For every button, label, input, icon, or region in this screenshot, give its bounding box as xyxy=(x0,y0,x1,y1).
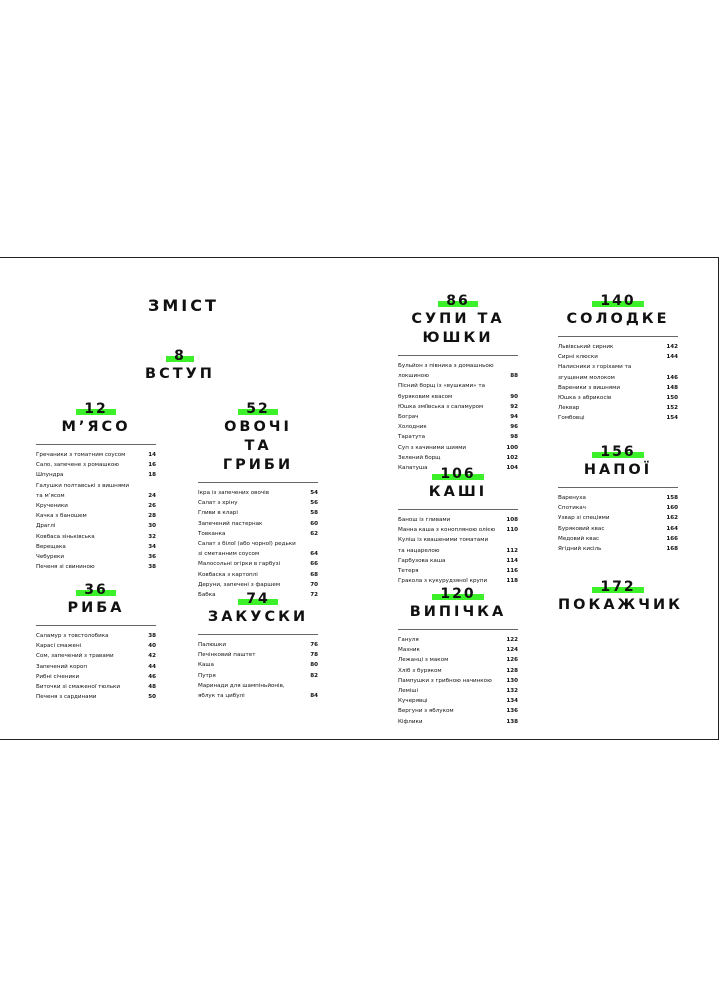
toc-entry-page: 126 xyxy=(506,657,518,664)
toc-entry-page: 28 xyxy=(148,513,156,520)
section-header xyxy=(198,398,318,475)
toc-entry-page: 90 xyxy=(510,393,518,400)
toc-entry[interactable] xyxy=(398,412,518,422)
toc-entry[interactable] xyxy=(398,655,518,665)
toc-entry-name: Медовий квас xyxy=(558,535,600,542)
section-page-number xyxy=(592,445,643,459)
toc-entry-page: 54 xyxy=(310,490,318,496)
section-page-number-text: 52 xyxy=(246,401,270,417)
toc-entry-name: Холодник xyxy=(398,424,427,431)
toc-entry[interactable] xyxy=(198,539,318,549)
toc-entry[interactable] xyxy=(398,645,518,655)
toc-entry[interactable] xyxy=(398,525,518,535)
toc-entry-name: згущеним молоком xyxy=(558,374,615,381)
toc-entry-page: 38 xyxy=(148,633,156,639)
toc-entry-page: 142 xyxy=(666,344,678,350)
toc-entry-name: Узвар зі спеціями xyxy=(558,515,610,522)
toc-entry-name: Маринади для шампіньйонів, xyxy=(198,682,285,689)
toc-entry[interactable] xyxy=(398,635,518,645)
toc-entry[interactable] xyxy=(198,508,318,518)
section-page-number-text: 86 xyxy=(446,293,470,309)
toc-entry-name: Львівський сирник xyxy=(558,344,614,350)
toc-entry[interactable] xyxy=(36,460,156,470)
toc-entry-page: 96 xyxy=(510,424,518,431)
toc-entry[interactable] xyxy=(398,666,518,676)
toc-entry[interactable] xyxy=(398,422,518,432)
toc-entry-page: 122 xyxy=(506,637,518,643)
toc-entry-name: Шпундра xyxy=(36,472,64,479)
toc-entry[interactable] xyxy=(398,717,518,727)
section-header xyxy=(198,588,318,627)
toc-entry-page: 60 xyxy=(310,520,318,527)
toc-entry-page: 132 xyxy=(506,688,518,695)
toc-entry-name: Варенуха xyxy=(558,495,586,501)
toc-entry-page: 38 xyxy=(148,564,156,571)
toc-entry-name: Гануля xyxy=(398,637,419,643)
section-zakusky xyxy=(198,588,318,701)
toc-entry-page: 30 xyxy=(148,523,156,530)
section-header xyxy=(398,463,518,502)
section-header xyxy=(558,441,678,480)
toc-entry-name: Палюшки xyxy=(198,642,227,648)
toc-entry[interactable] xyxy=(558,373,678,383)
toc-entry-name: Таратута xyxy=(398,434,426,441)
toc-entry-page: 148 xyxy=(666,384,678,391)
toc-entry-name: Налисники з горіхами та xyxy=(558,364,632,371)
toc-entry-name: Хліб з буряком xyxy=(398,667,442,674)
toc-entry-page: 104 xyxy=(506,465,518,472)
toc-entry-name: Манна каша з конопляною олією xyxy=(398,527,496,534)
toc-entry[interactable] xyxy=(36,692,156,702)
toc-entry[interactable] xyxy=(558,383,678,393)
section-solodke xyxy=(558,290,678,424)
toc-entry-page: 110 xyxy=(506,527,518,534)
toc-entry-name: Буряковий квас xyxy=(558,525,605,532)
section-header xyxy=(558,576,683,615)
toc-entry[interactable] xyxy=(198,529,318,539)
toc-entry-page: 40 xyxy=(148,643,156,650)
toc-entry-name: Леквар xyxy=(558,405,580,412)
toc-entry-page: 46 xyxy=(148,673,156,680)
toc-entry-name: Салат з білої (або чорної) редьки xyxy=(198,541,296,548)
toc-entry-name: Каша xyxy=(198,662,214,669)
toc-entry-page: 124 xyxy=(506,647,518,654)
toc-entry-page: 44 xyxy=(148,663,156,670)
section-divider xyxy=(36,444,156,445)
section-divider xyxy=(398,355,518,356)
section-page-number-text: 120 xyxy=(440,586,476,602)
toc-entry[interactable] xyxy=(398,706,518,716)
toc-entry-page: 50 xyxy=(148,694,156,701)
section-page-number-text: 106 xyxy=(440,466,476,482)
toc-entry-page: 70 xyxy=(310,581,318,588)
section-page-number xyxy=(238,592,277,606)
toc-entry-name: Гречаники з томатним соусом xyxy=(36,452,126,458)
toc-entry-page: 34 xyxy=(148,543,156,550)
toc-entry-name: Гливи в кларі xyxy=(198,510,238,517)
toc-entry-page: 94 xyxy=(510,414,518,421)
toc-entry-name: Ягідний кисіль xyxy=(558,546,602,553)
toc-entry-name: Деруни, запечені з фаршем xyxy=(198,581,281,588)
toc-entry-page: 152 xyxy=(666,405,678,412)
toc-entry-page: 162 xyxy=(666,515,678,522)
section-myaso xyxy=(36,398,156,572)
section-title: ЗАКУСКИ xyxy=(207,609,309,625)
toc-entry[interactable] xyxy=(558,413,678,423)
section-divider xyxy=(36,625,156,626)
toc-entry-name: Мазник xyxy=(398,647,420,654)
section-title: РИБА xyxy=(67,600,125,616)
toc-entry[interactable] xyxy=(398,443,518,453)
toc-entry[interactable] xyxy=(558,513,678,523)
section-header xyxy=(558,290,678,329)
toc-entry-page: 114 xyxy=(506,557,518,564)
toc-entry-page: 56 xyxy=(310,500,318,507)
toc-entry-name: Юшка з абрикосів xyxy=(558,395,612,402)
toc-entry[interactable] xyxy=(198,549,318,559)
section-vstup xyxy=(130,345,230,384)
toc-entry-name: Печеня зі свининою xyxy=(36,564,95,571)
section-page-number-text: 156 xyxy=(600,444,636,460)
toc-entry[interactable] xyxy=(36,532,156,542)
section-page-number-text: 74 xyxy=(246,591,270,607)
toc-entry-page: 116 xyxy=(506,568,518,575)
section-page-number xyxy=(238,402,277,416)
toc-entry-page: 146 xyxy=(666,374,678,381)
section-page-number xyxy=(438,294,477,308)
section-header xyxy=(36,579,156,618)
section-divider xyxy=(558,336,678,337)
section-divider xyxy=(198,634,318,635)
toc-entry-page: 166 xyxy=(666,535,678,542)
section-pokazhchyk xyxy=(558,576,683,615)
toc-entry[interactable] xyxy=(36,651,156,661)
toc-entry-name: Саламур з товстолобика xyxy=(36,633,109,639)
toc-entry[interactable] xyxy=(36,521,156,531)
toc-entry[interactable] xyxy=(558,493,678,503)
toc-entry-name: Калатуша xyxy=(398,465,428,472)
toc-entry-name: Печеня з сардинами xyxy=(36,694,97,701)
section-page-number-text: 140 xyxy=(600,293,636,309)
toc-entry[interactable] xyxy=(558,403,678,413)
toc-entry-name: Суп з качиними шиями xyxy=(398,444,467,451)
section-napoi xyxy=(558,441,678,554)
toc-entry-name: Путря xyxy=(198,672,216,679)
toc-entry-page: 82 xyxy=(310,672,318,679)
toc-entry-name: Леміші xyxy=(398,688,419,695)
section-title: СУПИ ТА ЮШКИ xyxy=(411,311,505,346)
toc-entry-name: Салат з хріну xyxy=(198,500,238,507)
toc-entry[interactable] xyxy=(36,511,156,521)
section-page-number-text: 36 xyxy=(84,582,108,598)
toc-entry-name: Драглі xyxy=(36,523,56,530)
toc-entry-name: Тетеря xyxy=(398,568,419,575)
section-title: КАШІ xyxy=(428,484,488,500)
toc-entry[interactable] xyxy=(198,691,318,701)
toc-entry[interactable] xyxy=(398,392,518,402)
section-title: ВИПІЧКА xyxy=(409,604,507,620)
toc-entry-page: 80 xyxy=(310,662,318,669)
toc-entry[interactable] xyxy=(198,519,318,529)
toc-entry-page: 92 xyxy=(510,403,518,410)
toc-entry-name: Ікра із запечених овочів xyxy=(198,490,270,496)
toc-entry[interactable] xyxy=(558,352,678,362)
toc-entry-name: Биточки зі смаженої тюльки xyxy=(36,684,121,691)
section-header xyxy=(398,290,518,348)
toc-entry-page: 160 xyxy=(666,505,678,512)
toc-entry[interactable] xyxy=(36,450,156,460)
toc-entry[interactable] xyxy=(398,515,518,525)
toc-entry-name: буряковим квасом xyxy=(398,393,453,400)
toc-entry[interactable] xyxy=(36,641,156,651)
toc-entry[interactable] xyxy=(398,546,518,556)
toc-entry-page: 98 xyxy=(510,434,518,441)
toc-entry-name: Качка з баношем xyxy=(36,513,87,520)
toc-entry-name: та нацарелою xyxy=(398,547,440,554)
toc-entry-name: Лежанці з маком xyxy=(398,657,449,664)
toc-entry-page: 16 xyxy=(148,462,156,469)
section-page-number xyxy=(76,402,115,416)
toc-entry[interactable] xyxy=(198,660,318,670)
section-title: ПОКАЖЧИК xyxy=(558,597,683,613)
toc-entry-page: 14 xyxy=(148,452,156,458)
section-page-number xyxy=(592,580,643,594)
toc-entry-page: 58 xyxy=(310,510,318,517)
toc-entry-name: Крученики xyxy=(36,503,68,510)
toc-entry[interactable] xyxy=(198,671,318,681)
toc-entry-page: 100 xyxy=(506,444,518,451)
toc-entry-page: 154 xyxy=(666,415,678,422)
toc-entry-name: Гарбузова каша xyxy=(398,557,446,564)
toc-entry[interactable] xyxy=(398,556,518,566)
toc-entry[interactable] xyxy=(398,381,518,391)
toc-entry-page: 76 xyxy=(310,642,318,648)
toc-entry[interactable] xyxy=(398,535,518,545)
toc-entry-name: Сало, запечене з ромашкою xyxy=(36,462,120,469)
toc-entry[interactable] xyxy=(398,361,518,371)
section-title: М’ЯСО xyxy=(61,419,131,435)
toc-entry-page: 66 xyxy=(310,561,318,568)
toc-entry-name: Запечений пастернак xyxy=(198,520,263,527)
toc-entry[interactable] xyxy=(198,650,318,660)
toc-entry-name: локшиною xyxy=(398,373,429,380)
section-divider xyxy=(398,629,518,630)
toc-entry-name: Пісний борщ із «вушками» та xyxy=(398,383,486,390)
toc-entry-page: 48 xyxy=(148,684,156,691)
toc-entry[interactable] xyxy=(36,501,156,511)
toc-entry-page: 88 xyxy=(510,373,518,380)
section-page-number-text: 8 xyxy=(174,348,186,364)
toc-entry-page: 130 xyxy=(506,677,518,684)
toc-entry[interactable] xyxy=(398,371,518,381)
toc-entry-name: Гракола з кукурудзяної крупи xyxy=(398,578,488,585)
toc-entry-name: Чебуреки xyxy=(36,554,65,561)
toc-entry[interactable] xyxy=(198,570,318,580)
toc-entry-name: Кучерявці xyxy=(398,698,428,705)
toc-entry-name: Гомбовці xyxy=(558,415,585,422)
toc-entry[interactable] xyxy=(558,503,678,513)
toc-entry[interactable] xyxy=(36,682,156,692)
toc-entry-page: 128 xyxy=(506,667,518,674)
toc-entry-name: Малосольні огірки в гарбузі xyxy=(198,561,281,568)
section-page-number-text: 172 xyxy=(600,579,636,595)
toc-entry[interactable] xyxy=(36,662,156,672)
toc-entry-page: 136 xyxy=(506,708,518,715)
toc-entry-name: Вергуни з яблуком xyxy=(398,708,454,715)
toc-entry[interactable] xyxy=(36,562,156,572)
section-header xyxy=(36,398,156,437)
section-page-number xyxy=(592,294,643,308)
toc-entry[interactable] xyxy=(36,552,156,562)
toc-entry[interactable] xyxy=(36,481,156,491)
toc-entry[interactable] xyxy=(198,559,318,569)
toc-entry[interactable] xyxy=(398,566,518,576)
toc-entry[interactable] xyxy=(198,498,318,508)
toc-entry[interactable] xyxy=(558,393,678,403)
toc-entry[interactable] xyxy=(198,488,318,498)
toc-entry-page: 108 xyxy=(506,517,518,523)
section-divider xyxy=(198,482,318,483)
toc-entry-name: Спотикач xyxy=(558,505,586,512)
toc-entry[interactable] xyxy=(36,470,156,480)
toc-entry[interactable] xyxy=(398,696,518,706)
toc-entry-name: Кіфлики xyxy=(398,718,423,725)
toc-entry-page: 134 xyxy=(506,698,518,705)
toc-entry-page: 32 xyxy=(148,533,156,540)
section-page-number xyxy=(432,467,483,481)
section-vypichka xyxy=(398,583,518,727)
section-title: ВСТУП xyxy=(145,366,215,382)
section-title: СОЛОДКЕ xyxy=(566,311,670,327)
toc-entry-name: Банош із гливами xyxy=(398,517,451,523)
toc-entry-name: Пампушки з грибною начинкою xyxy=(398,677,492,684)
toc-entry-page: 36 xyxy=(148,554,156,561)
toc-entry-name: Бабка xyxy=(198,592,216,599)
toc-entry[interactable] xyxy=(398,402,518,412)
section-title: НАПОЇ xyxy=(583,462,653,478)
toc-entry[interactable] xyxy=(198,681,318,691)
section-ovochi xyxy=(198,398,318,600)
toc-entry-page: 18 xyxy=(148,472,156,479)
toc-entry-page: 112 xyxy=(506,547,518,554)
toc-entry-name: Галушки полтавські з вишнями xyxy=(36,482,130,489)
toc-entry-page: 84 xyxy=(310,693,318,700)
toc-entry-name: Запечений короп xyxy=(36,663,87,670)
toc-entry-page: 72 xyxy=(310,592,318,599)
toc-entry-page: 42 xyxy=(148,653,156,660)
toc-entry-name: Рибні січеники xyxy=(36,673,80,680)
contents-title: ЗМІСТ xyxy=(148,296,219,315)
toc-entry-page: 158 xyxy=(666,495,678,501)
section-header xyxy=(130,345,230,384)
toc-entry-name: яблук та цибулі xyxy=(198,693,245,700)
toc-entry-name: Зелений борщ xyxy=(398,454,441,461)
section-ryba xyxy=(36,579,156,702)
section-divider xyxy=(398,509,518,510)
section-page-number xyxy=(166,349,194,363)
section-supy xyxy=(398,290,518,473)
toc-entry[interactable] xyxy=(36,672,156,682)
toc-entry-page: 68 xyxy=(310,571,318,578)
toc-entry-page: 102 xyxy=(506,454,518,461)
toc-entry-name: Ковбаса зіньківська xyxy=(36,533,95,540)
toc-entry[interactable] xyxy=(558,342,678,352)
section-page-number-text: 12 xyxy=(84,401,108,417)
toc-entry-name: Ковбаска з картоплі xyxy=(198,571,258,578)
toc-entry-page: 164 xyxy=(666,525,678,532)
toc-entry-name: Бульйон з півника з домашньою xyxy=(398,363,494,369)
toc-entry-name: Бограч xyxy=(398,414,419,421)
section-header xyxy=(398,583,518,622)
toc-entry-page: 150 xyxy=(666,395,678,402)
toc-entry-page: 168 xyxy=(666,546,678,553)
toc-entry-page: 26 xyxy=(148,503,156,510)
toc-entry[interactable] xyxy=(558,524,678,534)
toc-entry[interactable] xyxy=(398,453,518,463)
toc-entry[interactable] xyxy=(198,640,318,650)
toc-entry-page: 138 xyxy=(506,718,518,725)
toc-entry-name: Печінковий паштет xyxy=(198,652,256,659)
toc-entry-name: Товканка xyxy=(198,530,226,537)
toc-entry-page: 118 xyxy=(506,578,518,585)
toc-entry-page: 24 xyxy=(148,492,156,499)
section-divider xyxy=(558,487,678,488)
toc-entry-page: 64 xyxy=(310,551,318,558)
section-page-number xyxy=(432,587,483,601)
toc-entry-name: зі сметанним соусом xyxy=(198,551,260,558)
section-kashi xyxy=(398,463,518,586)
toc-entry[interactable] xyxy=(398,432,518,442)
toc-entry-page: 78 xyxy=(310,652,318,659)
toc-entry[interactable] xyxy=(558,362,678,372)
toc-entry[interactable] xyxy=(558,544,678,554)
toc-entry-name: Верещака xyxy=(36,543,66,550)
toc-entry-name: Карасі смажені xyxy=(36,643,82,650)
toc-entry-name: та м’ясом xyxy=(36,492,65,499)
toc-entry-page: 144 xyxy=(666,354,678,361)
section-page-number xyxy=(76,583,115,597)
toc-entry[interactable] xyxy=(398,676,518,686)
toc-entry[interactable] xyxy=(558,534,678,544)
toc-entry-name: Юшка зміївська з саламуром xyxy=(398,403,484,410)
toc-entry-name: Сом, запечений з травами xyxy=(36,653,114,660)
toc-entry-name: Куліш із квашеними томатами xyxy=(398,537,489,544)
section-title: ОВОЧІ ТА ГРИБИ xyxy=(222,419,294,473)
toc-entry[interactable] xyxy=(36,631,156,641)
toc-entry-name: Вареники з вишнями xyxy=(558,384,621,391)
toc-entry-page: 62 xyxy=(310,530,318,537)
toc-entry-name: Сирні клюски xyxy=(558,354,598,361)
toc-entry[interactable] xyxy=(398,686,518,696)
toc-entry[interactable] xyxy=(36,542,156,552)
toc-entry[interactable] xyxy=(36,491,156,501)
